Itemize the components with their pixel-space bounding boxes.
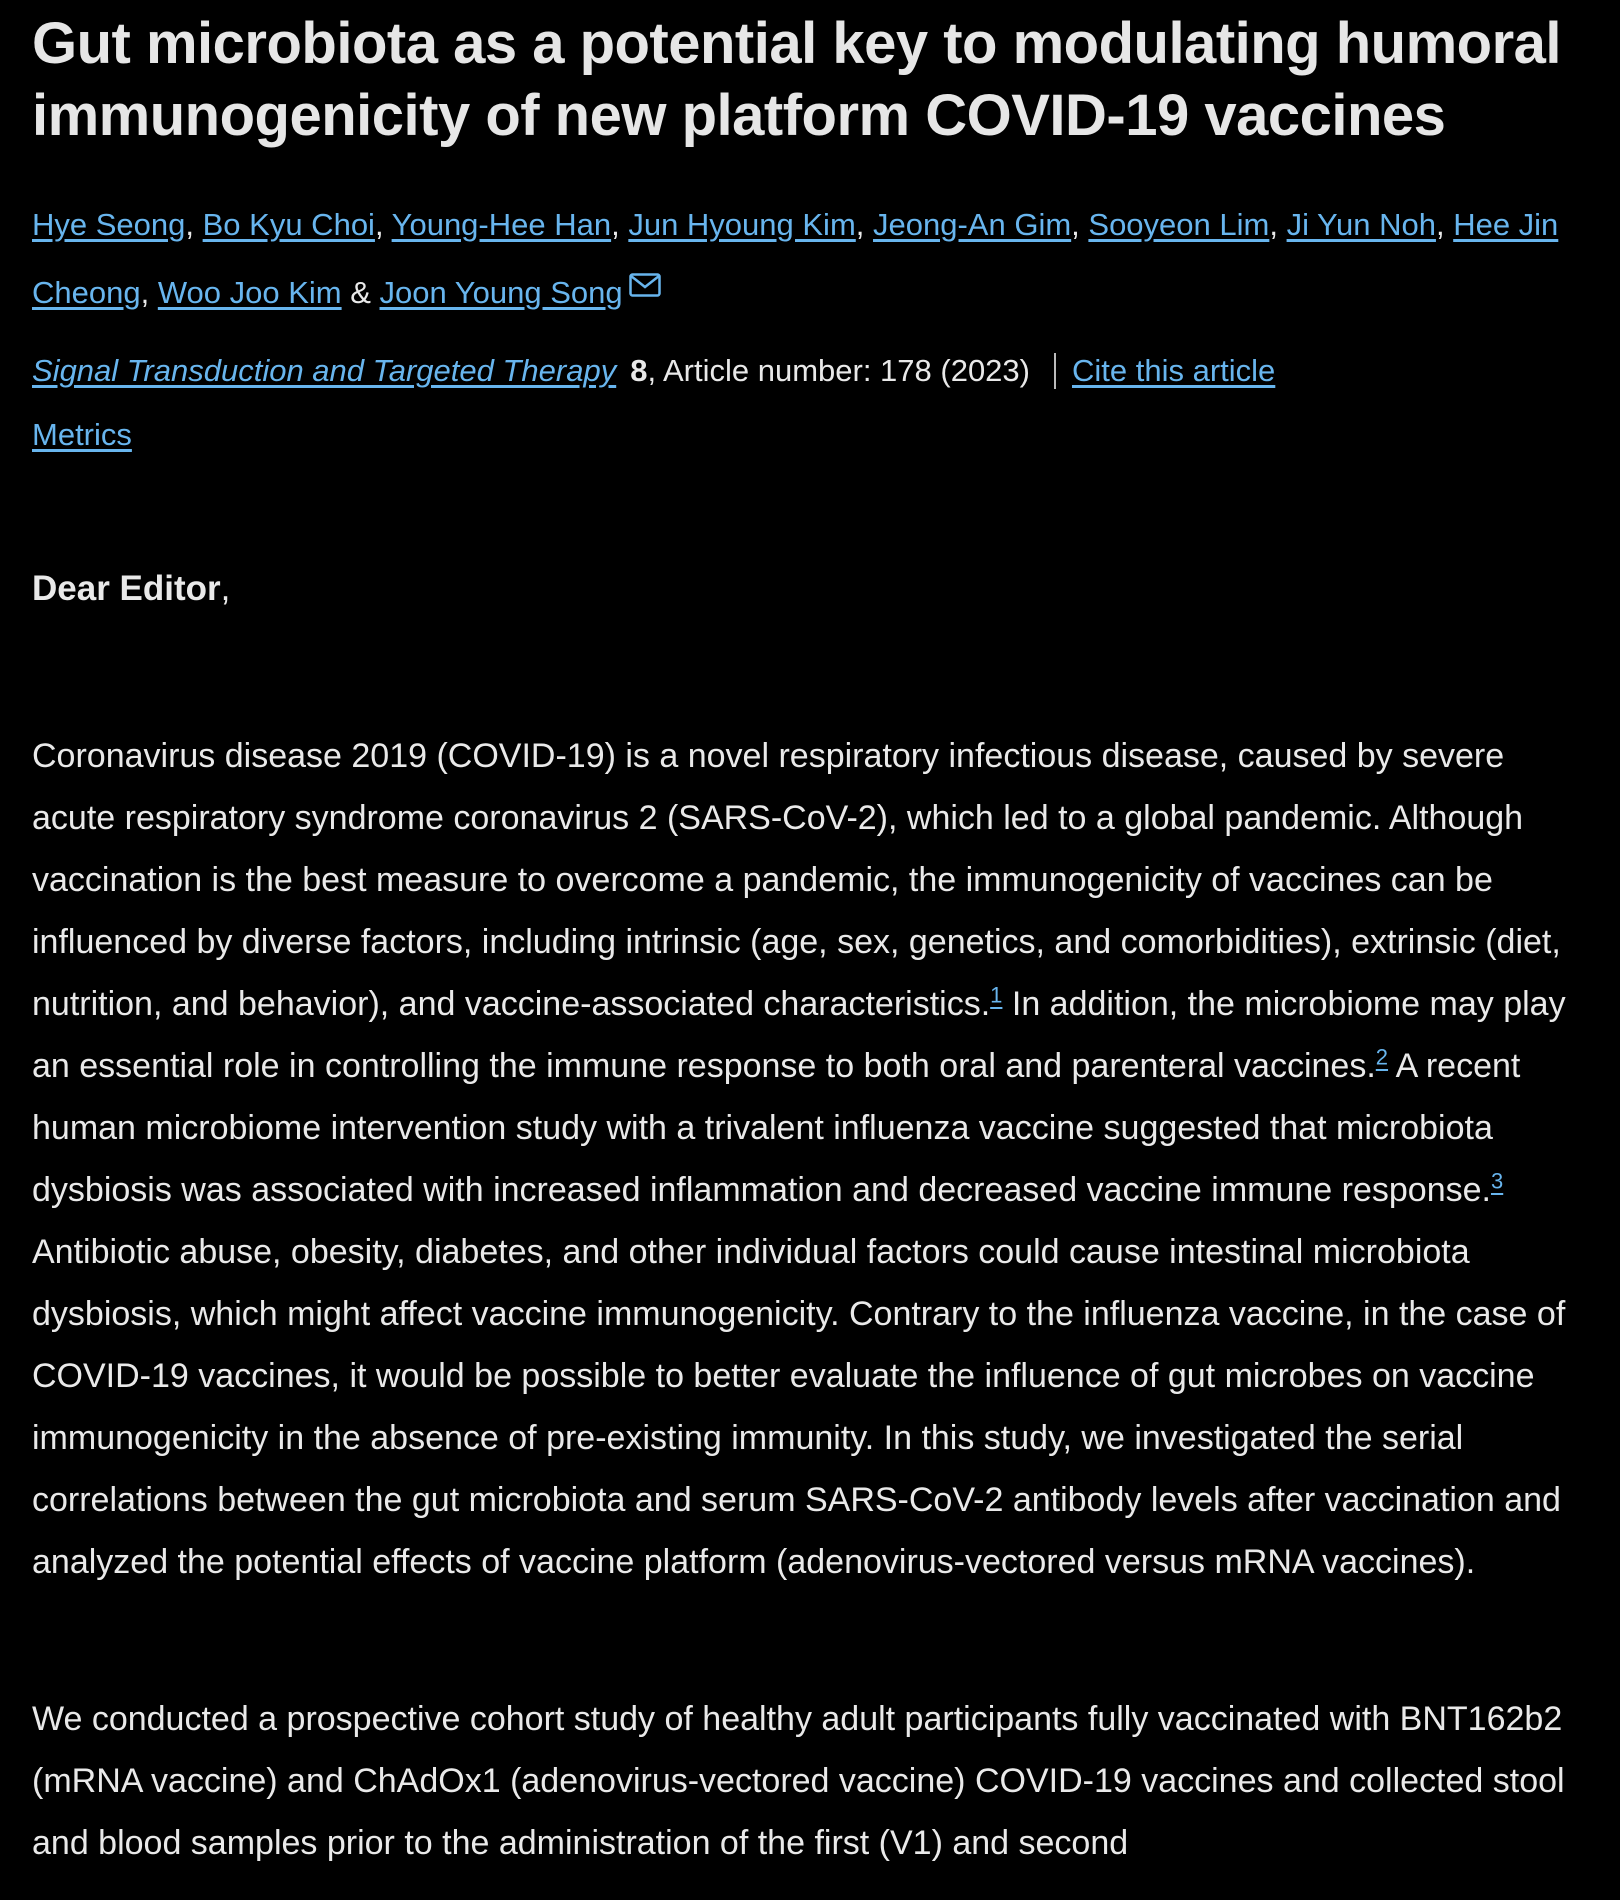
salutation: [32, 567, 1588, 611]
salutation-text: Dear Editor: [32, 569, 221, 608]
paragraph-text: In addition, the microbiome may play an essential role in controlling the immune response to both oral and parenteral vaccines.: [32, 985, 1566, 1085]
body-paragraph-1: [32, 725, 1592, 1593]
author-link[interactable]: Ji Yun Noh: [1286, 207, 1436, 242]
volume-number: 8: [630, 353, 648, 388]
author-link[interactable]: Jun Hyoung Kim: [628, 207, 856, 242]
author-separator: ,: [374, 207, 392, 242]
corresponding-author-link[interactable]: Joon Young Song: [379, 275, 623, 310]
metrics-row: [32, 415, 1588, 455]
author-link[interactable]: Woo Joo Kim: [157, 275, 342, 310]
article-title: Gut microbiota as a potential key to modulating humoral immunogenicity of new platform COVID-19 vaccines: [32, 11, 1562, 148]
author-link[interactable]: Young-Hee Han: [391, 207, 612, 242]
reference-link[interactable]: 3: [1490, 1168, 1504, 1194]
journal-link[interactable]: Signal Transduction and Targeted Therapy: [32, 353, 617, 388]
metrics-link[interactable]: Metrics: [32, 417, 132, 452]
author-separator: ,: [185, 207, 203, 242]
reference-2: [1376, 1045, 1388, 1070]
reference-3: [1491, 1169, 1503, 1194]
reference-link[interactable]: 1: [990, 982, 1003, 1008]
paragraph-text: Coronavirus disease 2019 (COVID-19) is a novel respiratory infectious disease, caused by severe acute respiratory syndrome coronavirus 2 (SARS-CoV-2), which led to a global pandemic. Although vaccination is the best measure to overcome a pandemic, the immunogenicity of vaccines can be influenced by diverse factors, including intrinsic (age, sex, genetics, and comorbidities), extrinsic (diet, nutrition, and behavior), and vaccine-associated characteristics.: [32, 737, 1561, 1023]
article-number-text: , Article number: 178 (2023): [647, 353, 1030, 388]
author-link[interactable]: Jeong-An Gim: [873, 207, 1072, 242]
body-paragraph-2: We conducted a prospective cohort study of healthy adult participants fully vaccinated with BNT162b2 (mRNA vaccine) and ChAdOx1 (adenovirus-vectored vaccine) COVID-19 vaccines and collected stool and blood samples prior to the administration of the first (V1) and second: [32, 1700, 1565, 1862]
reference-1: [990, 983, 1002, 1008]
author-separator: ,: [1435, 207, 1454, 242]
paragraph-text: A recent human microbiome intervention study with a trivalent influenza vaccine suggested that microbiota dysbiosis was associated with increased inflammation and decreased vaccine immune response.: [32, 1047, 1521, 1209]
citation-line: [32, 351, 1588, 391]
citation-divider: [1054, 353, 1056, 389]
paragraph-text: Antibiotic abuse, obesity, diabetes, and other individual factors could cause intestinal microbiota dysbiosis, which might affect vaccine immunogenicity. Contrary to the influenza vaccine, in the case of COVID-19 vaccines, it would be possible to better evaluate the influence of gut microbes on vaccine immunogenicity in the absence of pre-existing immunity. In this study, we investigated the serial correlations between the gut microbiota and serum SARS-CoV-2 antibody levels after vaccination and analyzed the potential effects of vaccine platform (adenovirus-vectored versus mRNA vaccines).: [32, 1233, 1566, 1581]
author-separator: ,: [855, 207, 874, 242]
author-link[interactable]: Bo Kyu Choi: [202, 207, 375, 242]
reference-link[interactable]: 2: [1375, 1044, 1389, 1070]
author-separator: ,: [1269, 207, 1287, 242]
author-link[interactable]: Sooyeon Lim: [1088, 207, 1270, 242]
author-link[interactable]: Hye Seong: [32, 207, 186, 242]
envelope-icon[interactable]: [629, 256, 661, 318]
author-separator: ,: [611, 207, 629, 242]
author-list: [32, 194, 1592, 324]
author-separator: ,: [1071, 207, 1089, 242]
author-separator: ,: [140, 275, 158, 310]
salutation-punct: ,: [220, 569, 231, 608]
author-link[interactable]: Hee Jin Cheong: [32, 207, 1559, 310]
cite-this-article-link[interactable]: Cite this article: [1072, 353, 1276, 388]
author-final-separator: &: [341, 275, 380, 310]
